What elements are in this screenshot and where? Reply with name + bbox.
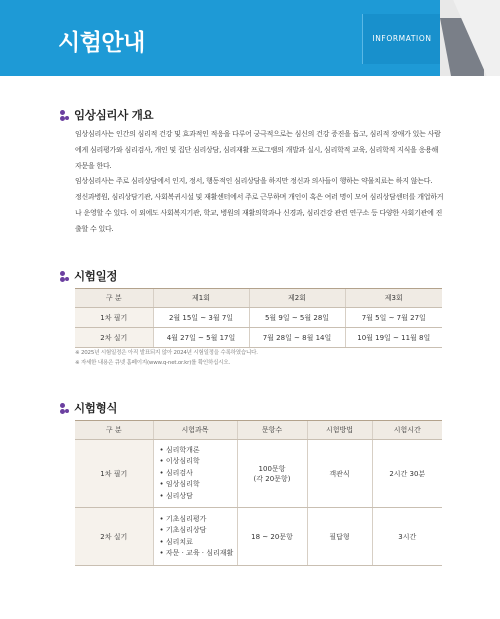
people-icon: [60, 271, 69, 282]
overview-paragraph: 정신과병원, 심리상담기관, 사회복귀시설 및 재활센터에서 주로 근무하며 개인이 혹은 여러 명이 모여 심리상담센터를 개업하거나 운영할 수 있다. 이 외에도 사회복지기관, 학교, 병원의 재활의학과나 신경과, 심리건강 관련 연구소 등 다양한 사회기관에 진출할 수 있다.: [75, 193, 444, 233]
question-count-detail: (각 20문항): [253, 474, 291, 483]
subjects-cell: [153, 440, 237, 508]
table-row: [75, 508, 442, 566]
question-count: 18 ~ 20문항: [251, 532, 293, 541]
table-cell: 2월 15일 ~ 3월 7일: [153, 308, 249, 328]
question-count-cell: [237, 440, 307, 508]
page-corner-decoration: [440, 0, 500, 76]
table-header-cell: 시험과목: [153, 421, 237, 440]
table-row: [75, 328, 442, 348]
table-cell: 4월 27일 ~ 5월 17일: [153, 328, 249, 348]
subject-item: • 심리학개론: [160, 445, 237, 457]
question-count-cell: [237, 508, 307, 566]
question-count: 100문항: [258, 464, 286, 473]
subject-item: • 심리치료: [160, 537, 237, 549]
exam-time: 2시간 30분: [372, 440, 442, 508]
table-row: [75, 440, 442, 508]
format-heading: [60, 400, 117, 416]
table-header-cell: 시험시간: [372, 421, 442, 440]
exam-method: 객관식: [307, 440, 372, 508]
subject-item: • 임상심리학: [160, 479, 237, 491]
subject-item: • 심리검사: [160, 468, 237, 480]
subject-item: • 기초심리상담: [160, 525, 237, 537]
people-icon: [60, 110, 69, 121]
exam-time: 3시간: [372, 508, 442, 566]
table-cell: 10월 19일 ~ 11월 8일: [345, 328, 442, 348]
people-icon: [60, 403, 69, 414]
table-header-cell: 제1회: [153, 289, 249, 308]
schedule-note: ※ 2025년 시험일정은 아직 발표되지 않아 2024년 시험일정을 수록하였습니다.: [75, 350, 258, 356]
information-tab-label: INFORMATION: [372, 34, 432, 43]
row-label: 1차 필기: [75, 440, 153, 508]
table-header-cell: 제2회: [249, 289, 345, 308]
table-header-cell: 시험방법: [307, 421, 372, 440]
table-header-cell: 제3회: [345, 289, 442, 308]
overview-heading: [60, 107, 153, 123]
subject-item: • 자문 · 교육 · 심리재활: [160, 548, 237, 560]
schedule-note: ※ 자세한 내용은 큐넷 홈페이지(www.q-net.or.kr)를 확인하십시오.: [75, 360, 231, 366]
overview-paragraph: 임상심리사는 주로 심리상담에서 인지, 정서, 행동적인 심리상담을 하지만 정신과 의사들이 행하는 약물치료는 하지 않는다.: [75, 177, 433, 186]
exam-method: 필답형: [307, 508, 372, 566]
overview-body: [75, 127, 445, 238]
schedule-heading-text: 시험일정: [74, 269, 118, 283]
information-tab: [362, 14, 440, 64]
overview-heading-text: 임상심리사 개요: [74, 108, 154, 122]
row-label: 2차 실기: [75, 328, 153, 348]
table-header-cell: 구 분: [75, 421, 153, 440]
page-title: 시험안내: [58, 30, 145, 56]
subject-item: • 기초심리평가: [160, 514, 237, 526]
table-header-cell: 구 분: [75, 289, 153, 308]
table-cell: 7월 28일 ~ 8월 14일: [249, 328, 345, 348]
schedule-table: [75, 288, 442, 348]
table-header-row: [75, 421, 442, 440]
row-label: 1차 필기: [75, 308, 153, 328]
subject-item: • 이상심리학: [160, 456, 237, 468]
subject-item: • 심리상담: [160, 491, 237, 503]
format-heading-text: 시험형식: [74, 401, 118, 415]
overview-paragraph: 임상심리사는 인간의 심리적 건강 및 효과적인 적응을 다루어 궁극적으로는 심신의 건강 증진을 돕고, 심리적 장애가 있는 사람에게 심리평가와 심리검사, 개인 및 집단 심리상담, 심리재활 프로그램의 개발과 실시, 심리학적 교육, 심리학적 지식을 응용해 자문을 한다.: [75, 130, 441, 170]
row-label: 2차 실기: [75, 508, 153, 566]
table-header-cell: 문항수: [237, 421, 307, 440]
table-cell: 5월 9일 ~ 5월 28일: [249, 308, 345, 328]
table-header-row: [75, 289, 442, 308]
page-header: [0, 0, 500, 76]
format-table: [75, 420, 442, 566]
table-row: [75, 308, 442, 328]
table-cell: 7월 5일 ~ 7월 27일: [345, 308, 442, 328]
schedule-heading: [60, 268, 117, 284]
subjects-cell: [153, 508, 237, 566]
